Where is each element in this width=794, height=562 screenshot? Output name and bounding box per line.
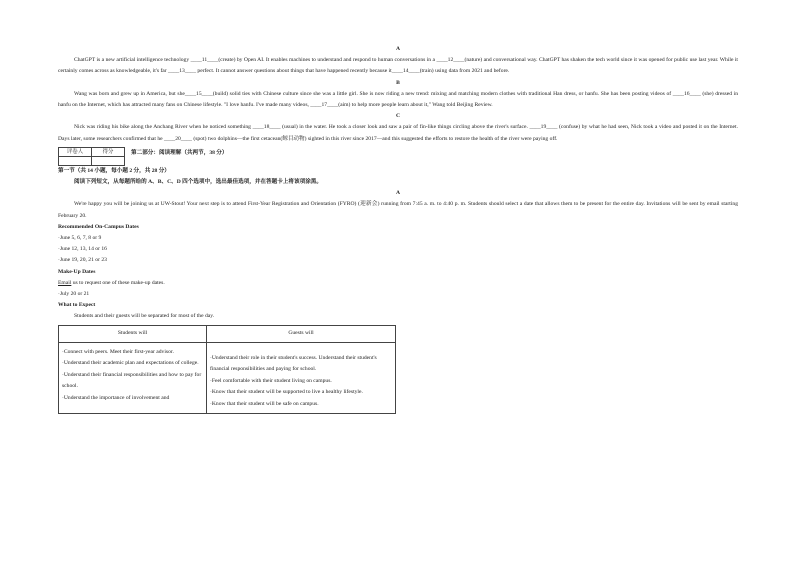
students-item: ·Understand their academic plan and expectations of college. xyxy=(62,360,199,367)
makeup-dates: ·July 20 or 21 xyxy=(58,291,90,298)
guests-item: ·Know that their student will be safe on campus. xyxy=(210,401,319,408)
email-link[interactable]: Email xyxy=(58,279,72,286)
section-b-heading: B xyxy=(396,79,400,86)
guests-item: ·Feel comfortable with their student living on campus. xyxy=(210,377,332,384)
section-a-heading: A xyxy=(395,46,401,52)
passage-a: ChatGPT is a new artificial intelligence technology ____11____(create) by Open AI. It enables machines to understand and respond to human conversations in a ____12____(nature) and conversational way. ChatGPT has shaken the tech world since it was opened for public use last year. While it certainly comes across as knowledgeable, it's far ____13____ perfect. It cannot answer questions about things that have happened recently because it____14____(train) using data from 2021 and before. xyxy=(58,57,738,75)
recommended-date-3: ·June 19, 20, 21 or 23 xyxy=(58,257,107,264)
passage-c: Nick was riding his bike along the Anchang River when he noticed something ____18____ (usual) in the water. He took a closer look and saw a pair of fin-like things circling above the river's surface. ____19____ (confuse) by what he had seen, Nick took a video and posted it on the Internet. Days later, some researchers confirmed that he ____20____ (spot) two dolphins—the first cetacean(鲸目动物) sighted in this river since 2017—and this suggested the efforts to restore the health of the river were paying off. xyxy=(58,124,738,142)
expect-intro: Students and their guests will be separated for most of the day. xyxy=(74,313,215,320)
reading-passage: We're happy you will be joining us at UW-Stout! Your next step is to attend First-Year Registration and Orientation (FYRO) (迎新会) running from 7:45 a. m. to 4:40 p. m. Students should select a date that allows them to be present for the entire day. Invitations will be sent by email starting February 20. xyxy=(58,201,738,219)
score-area xyxy=(58,147,738,166)
students-column-header: Students will xyxy=(59,325,207,342)
makeup-dates-heading: Make-Up Dates xyxy=(58,268,96,275)
document-page xyxy=(58,44,738,414)
passage-b: Wang was born and grew up in America, but she____15____(build) solid ties with Chinese culture since she was a little girl. She is now riding a new trend: mixing and matching modern clothes with traditional Han dress, or hanfu. She has been posting videos of ____16____ (she) dressed in hanfu on the Internet, which has attracted many fans on Chinese lifestyle. "I love hanfu. I've made many videos, ____17____(aim) to help more people learn about it," Wang told Beijing Review. xyxy=(58,90,738,109)
students-item: ·Understand the importance of involvement and xyxy=(62,395,170,402)
score-header-grader: 评卷人 xyxy=(59,147,92,156)
students-item: ·Understand their financial responsibilities and how to pay for school. xyxy=(62,371,202,390)
section-c-heading: C xyxy=(395,113,401,120)
guests-cell xyxy=(207,342,396,413)
part-two-title: 第二部分：阅读理解（共两节，38 分） xyxy=(131,149,228,156)
guests-item: ·Know that their student will be supported to live a healthy lifestyle. xyxy=(210,389,363,396)
recommended-date-2: ·June 12, 13, 14 or 16 xyxy=(58,246,107,253)
makeup-email-text: us to request one of these make-up dates. xyxy=(71,279,165,286)
reading-a-heading: A xyxy=(395,190,401,197)
guests-column-header: Guests will xyxy=(207,325,396,342)
score-table xyxy=(58,147,125,166)
score-cell-score xyxy=(92,156,125,165)
recommended-date-1: ·June 5, 6, 7, 8 or 9 xyxy=(58,235,102,242)
students-cell xyxy=(59,342,207,413)
makeup-email-line xyxy=(58,278,738,289)
students-item: ·Connect with peers. Meet their first-year advisor. xyxy=(62,348,174,355)
expectations-table xyxy=(58,325,396,414)
recommended-dates-heading: Recommended On-Campus Dates xyxy=(58,223,139,230)
instructions: 阅读下列短文，从每题所给的 A、B、C、D 四个选项中，选出最佳选项，并在答题卡上将该项涂黑。 xyxy=(74,179,322,186)
guests-item: ·Understand their role in their student's success. Understand their student's financial responsibilities and paying for school. xyxy=(210,354,377,373)
score-header-score: 得分 xyxy=(92,147,125,156)
what-to-expect-heading: What to Expect xyxy=(58,302,96,309)
section-one-title: 第一节（共 14 小题，每小题 2 分，共 28 分） xyxy=(58,167,170,174)
score-cell-grader xyxy=(59,156,92,165)
